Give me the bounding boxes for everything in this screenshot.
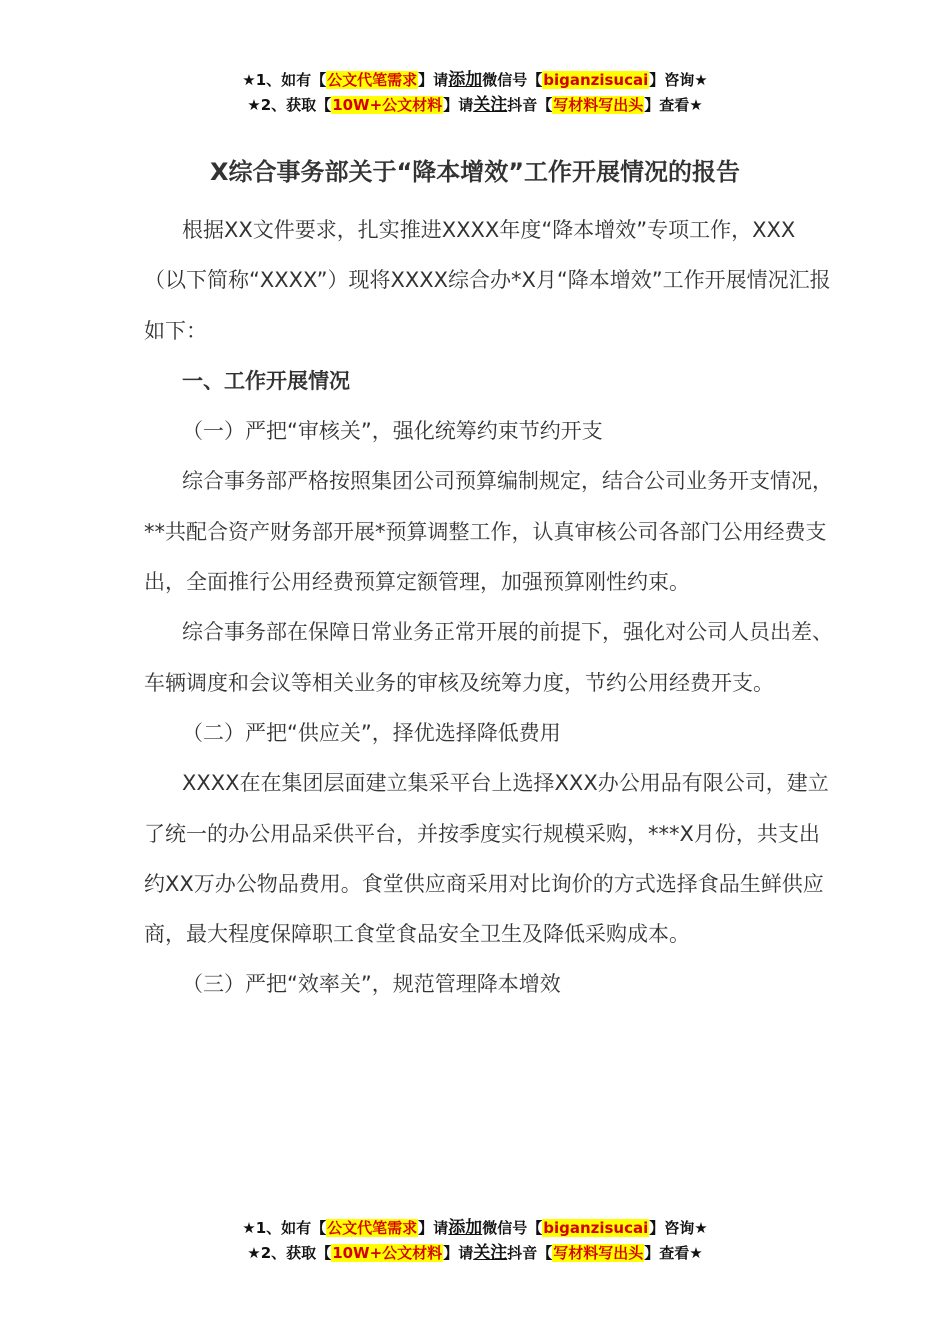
- star-icon: ★: [694, 71, 708, 89]
- highlight-writing-service: 公文代笔需求: [327, 1219, 418, 1237]
- banner-line-consult: ★1、如有【公文代笔需求】请添加微信号【biganzisucai】咨询★: [242, 1218, 708, 1238]
- document-title: X综合事务部关于“降本增效”工作开展情况的报告: [209, 158, 741, 186]
- document-body: [144, 205, 834, 1010]
- intro-paragraph: 根据XX文件要求，扎实推进XXXX年度“降本增效”专项工作，XXX（以下简称“XXXX”）现将XXXX综合办*X月“降本增效”工作开展情况汇报如下：: [144, 218, 831, 343]
- banner-line-materials: ★2、获取【10W+公文材料】请关注抖音【写材料写出头】查看★: [247, 1243, 703, 1263]
- body-paragraph: 综合事务部严格按照集团公司预算编制规定，结合公司业务开支情况，**共配合资产财务部开展*预算调整工作，认真审核公司各部门公用经费支出，全面推行公用经费预算定额管理，加强预算刚性约束。: [144, 469, 833, 595]
- subsection-heading: （三）严把“效率关”，规范管理降本增效: [182, 972, 561, 997]
- star-icon: ★: [242, 71, 256, 89]
- highlight-wechat-id: biganzisucai: [543, 71, 649, 89]
- star-icon: ★: [689, 1244, 703, 1262]
- star-icon: ★: [689, 96, 703, 114]
- highlight-douyin-account: 写材料写出头: [553, 1244, 644, 1262]
- highlight-douyin-account: 写材料写出头: [553, 96, 644, 114]
- star-icon: ★: [247, 96, 261, 114]
- highlight-writing-service: 公文代笔需求: [327, 71, 418, 89]
- star-icon: ★: [247, 1244, 261, 1262]
- footer-banner: [0, 1216, 950, 1266]
- subsection-heading: （一）严把“审核关”，强化统筹约束节约开支: [182, 419, 603, 444]
- header-banner: [0, 68, 950, 118]
- body-paragraph: XXXX在在集团层面建立集采平台上选择XXX办公用品有限公司，建立了统一的办公用品采供平台，并按季度实行规模采购，***X月份，共支出约XX万办公物品费用。食堂供应商采用对比询价的方式选择食品生鲜供应商，最大程度保障职工食堂食品安全卫生及降低采购成本。: [144, 771, 829, 947]
- banner-line-materials: ★2、获取【10W+公文材料】请关注抖音【写材料写出头】查看★: [247, 95, 703, 115]
- section-heading: 一、工作开展情况: [182, 368, 350, 393]
- star-icon: ★: [694, 1219, 708, 1237]
- banner-line-consult: ★1、如有【公文代笔需求】请添加微信号【biganzisucai】咨询★: [242, 70, 708, 90]
- highlight-materials: 10W+公文材料: [332, 1244, 443, 1262]
- highlight-materials: 10W+公文材料: [332, 96, 443, 114]
- star-icon: ★: [242, 1219, 256, 1237]
- subsection-heading: （二）严把“供应关”，择优选择降低费用: [182, 720, 561, 745]
- body-paragraph: 综合事务部在保障日常业务正常开展的前提下，强化对公司人员出差、车辆调度和会议等相关业务的审核及统筹力度，节约公用经费开支。: [144, 620, 833, 695]
- highlight-wechat-id: biganzisucai: [543, 1219, 649, 1237]
